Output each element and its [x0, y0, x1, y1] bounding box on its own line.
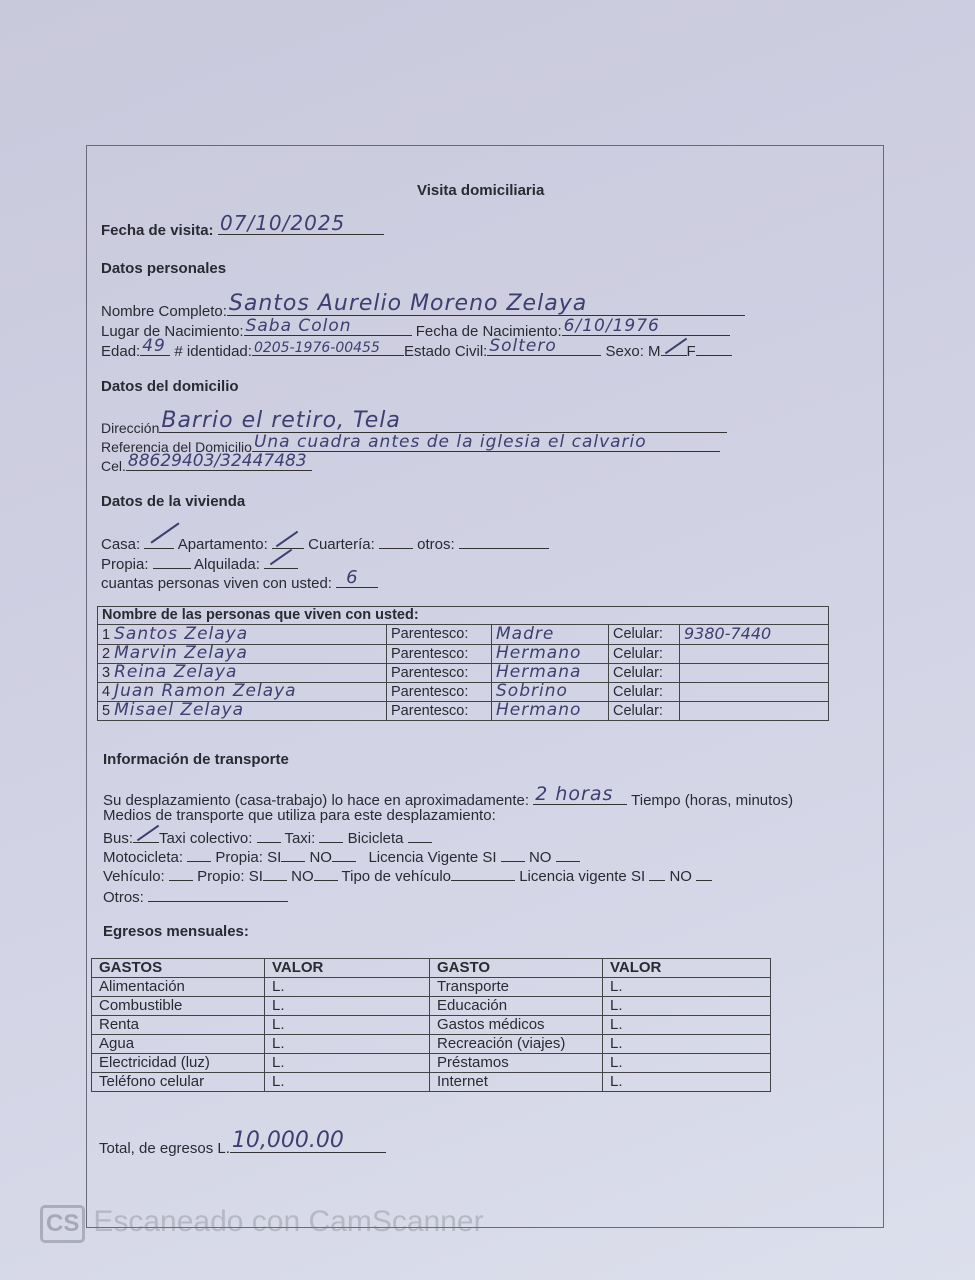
member-name: Reina Zelaya — [114, 662, 238, 682]
expense-row — [92, 1073, 771, 1092]
sex-m-field[interactable] — [661, 339, 687, 356]
moto-no-label: NO — [309, 849, 332, 866]
vehiculo-propio-si-field[interactable] — [263, 864, 287, 881]
checkmark-icon — [276, 531, 298, 548]
member-relation-cell[interactable] — [492, 664, 609, 683]
housing-type-row — [101, 532, 549, 553]
vehiculo-licencia-no-field[interactable] — [696, 864, 712, 881]
birthdate-field[interactable] — [562, 316, 730, 336]
member-row — [98, 664, 829, 683]
header-gastos: GASTOS — [92, 959, 265, 978]
expense-left-label: Combustible — [92, 997, 265, 1016]
member-relation: Sobrino — [496, 681, 568, 701]
taxi-field[interactable] — [319, 826, 343, 843]
expense-row — [92, 1016, 771, 1035]
expense-right-value[interactable]: L. — [603, 1016, 771, 1035]
member-phone-cell[interactable] — [680, 625, 829, 645]
casa-field[interactable] — [144, 532, 174, 549]
phone-row — [101, 451, 312, 475]
relation-label: Parentesco: — [387, 702, 492, 721]
member-relation-cell[interactable] — [492, 625, 609, 645]
birth-row — [101, 316, 730, 340]
commute-label: Su desplazamiento (casa-trabajo) lo hace en aproximadamente: — [103, 792, 530, 809]
bus-row — [103, 826, 432, 847]
alquilada-field[interactable] — [264, 552, 298, 569]
otros-transport-field[interactable] — [148, 885, 288, 902]
relation-label: Parentesco: — [387, 645, 492, 664]
expense-left-value[interactable]: L. — [265, 1035, 430, 1054]
reference-field[interactable] — [252, 432, 720, 452]
checkmark-icon — [270, 549, 292, 566]
birthplace-field[interactable] — [244, 316, 412, 336]
persons-row — [101, 567, 378, 592]
expense-right-label: Recreación (viajes) — [430, 1035, 603, 1054]
visit-date-field[interactable] — [218, 211, 384, 235]
civil-status-value: Soltero — [489, 336, 557, 356]
propia-field[interactable] — [153, 552, 191, 569]
otros-transport-row — [103, 885, 288, 906]
expense-left-value[interactable]: L. — [265, 1016, 430, 1035]
relation-label: Parentesco: — [387, 664, 492, 683]
persons-field[interactable] — [336, 567, 378, 588]
checkmark-icon — [664, 338, 686, 355]
commute-unit: Tiempo (horas, minutos) — [631, 792, 794, 809]
reference-value: Una cuadra antes de la iglesia el calvario — [253, 432, 647, 452]
member-relation-cell[interactable] — [492, 645, 609, 664]
full-name-value: Santos Aurelio Moreno Zelaya — [228, 291, 588, 316]
member-row — [98, 645, 829, 664]
section-housing: Datos de la vivienda — [101, 493, 246, 510]
visit-date-row — [101, 211, 384, 240]
commute-field[interactable] — [533, 783, 627, 805]
persons-label: cuantas personas viven con usted: — [101, 575, 332, 592]
total-label: Total, de egresos L. — [99, 1140, 230, 1157]
expense-right-value[interactable]: L. — [603, 997, 771, 1016]
id-label: # identidad: — [174, 343, 252, 360]
moto-propia-si-field[interactable] — [281, 845, 305, 862]
expense-left-label: Electricidad (luz) — [92, 1054, 265, 1073]
sex-f-label: F — [686, 343, 696, 360]
member-name: Misael Zelaya — [114, 700, 245, 720]
moto-licencia-no-field[interactable] — [556, 845, 580, 862]
member-num: 1 — [102, 626, 111, 643]
members-header: Nombre de las personas que viven con usted: — [98, 607, 829, 625]
phone-label: Celular: — [609, 664, 680, 683]
vehiculo-field[interactable] — [169, 864, 193, 881]
watermark-text: Escaneado con CamScanner — [93, 1205, 484, 1238]
form-title: Visita domiciliaria — [417, 182, 545, 199]
member-name-cell[interactable] — [98, 664, 387, 683]
expense-row — [92, 1035, 771, 1054]
member-name: Santos Zelaya — [114, 623, 249, 644]
section-domicile: Datos del domicilio — [101, 378, 239, 395]
member-phone-cell[interactable] — [680, 645, 829, 664]
vehiculo-propio-label: Propio: SI — [197, 868, 263, 885]
bus-field[interactable] — [133, 826, 159, 843]
full-name-field[interactable] — [227, 291, 745, 316]
expense-left-label: Agua — [92, 1035, 265, 1054]
vehiculo-licencia-si-field[interactable] — [649, 864, 665, 881]
sex-label: Sexo: — [605, 343, 644, 360]
tipo-vehiculo-field[interactable] — [451, 864, 515, 881]
header-gasto: GASTO — [430, 959, 603, 978]
taxi-colectivo-field[interactable] — [257, 826, 281, 843]
expense-left-value[interactable]: L. — [265, 997, 430, 1016]
member-phone-cell[interactable] — [680, 683, 829, 702]
sex-f-field[interactable] — [696, 339, 732, 356]
persons-value: 6 — [346, 567, 359, 588]
member-name-cell[interactable] — [98, 645, 387, 664]
moto-propia-no-field[interactable] — [332, 845, 356, 862]
visit-date-value: 07/10/2025 — [220, 211, 346, 235]
total-field[interactable] — [230, 1128, 386, 1153]
address-label: Dirección — [101, 420, 160, 436]
vehiculo-propio-no-field[interactable] — [314, 864, 338, 881]
tenure-row — [101, 552, 298, 573]
bicicleta-field[interactable] — [408, 826, 432, 843]
otros-transport-label: Otros: — [103, 889, 144, 906]
otros-label: otros: — [417, 536, 455, 553]
birthdate-value: 6/10/1976 — [563, 316, 660, 336]
address-field[interactable] — [159, 408, 727, 433]
expense-right-label: Internet — [430, 1073, 603, 1092]
member-row — [98, 702, 829, 721]
phone-label: Celular: — [609, 702, 680, 721]
expense-right-label: Préstamos — [430, 1054, 603, 1073]
civil-status-field[interactable] — [487, 336, 601, 356]
expense-left-value[interactable]: L. — [265, 1073, 430, 1092]
id-value: 0205-1976-00455 — [253, 340, 380, 356]
bus-label: Bus: — [103, 830, 134, 847]
age-label: Edad: — [101, 343, 141, 360]
member-num: 4 — [102, 684, 111, 700]
moto-licencia-si-field[interactable] — [501, 845, 525, 862]
expense-left-value[interactable]: L. — [265, 978, 430, 997]
relation-label: Parentesco: — [387, 683, 492, 702]
phone-label: Celular: — [609, 683, 680, 702]
checkmark-icon — [151, 522, 180, 543]
commute-value: 2 horas — [535, 783, 614, 805]
phone-label: Cel. — [101, 458, 126, 474]
section-personal: Datos personales — [101, 260, 227, 277]
expenses-table — [91, 958, 771, 1092]
members-table — [97, 606, 829, 721]
cuarteria-field[interactable] — [379, 532, 413, 549]
expense-right-value[interactable]: L. — [603, 978, 771, 997]
member-relation: Madre — [496, 623, 555, 644]
taxi-colectivo-label: Taxi colectivo: — [159, 830, 253, 847]
age-field[interactable] — [140, 336, 170, 356]
birthplace-label: Lugar de Nacimiento: — [101, 323, 244, 340]
birthplace-value: Saba Colon — [245, 316, 352, 336]
visit-date-label: Fecha de visita: — [101, 222, 214, 239]
birthdate-label: Fecha de Nacimiento: — [415, 323, 562, 340]
moto-licencia-label: Licencia Vigente SI — [368, 849, 497, 866]
tipo-vehiculo-label: Tipo de vehículo — [341, 868, 452, 885]
vehiculo-no-label: NO — [291, 868, 314, 885]
vehiculo-label: Vehículo: — [103, 868, 165, 885]
expense-left-value[interactable]: L. — [265, 1054, 430, 1073]
member-phone-cell[interactable] — [680, 702, 829, 721]
phone-value: 88629403/32447483 — [127, 451, 307, 471]
expense-right-value[interactable]: L. — [603, 1073, 771, 1092]
bicicleta-label: Bicicleta — [347, 830, 404, 847]
expense-right-value[interactable]: L. — [603, 1054, 771, 1073]
expense-right-label: Educación — [430, 997, 603, 1016]
sex-m-label: M — [648, 343, 661, 360]
moto-propia-label: Propia: SI — [215, 849, 282, 866]
total-value: 10,000.00 — [231, 1128, 344, 1153]
expense-row — [92, 1054, 771, 1073]
relation-label: Parentesco: — [387, 625, 492, 645]
member-name: Juan Ramon Zelaya — [114, 681, 297, 701]
camscanner-watermark — [40, 1205, 484, 1243]
vehiculo-licencia-no-label: NO — [669, 868, 692, 885]
civil-status-label: Estado Civil: — [403, 343, 488, 360]
member-relation: Hermano — [496, 700, 582, 720]
means-label: Medios de transporte que utiliza para este desplazamiento: — [103, 807, 496, 824]
member-name-cell[interactable] — [98, 683, 387, 702]
cuarteria-label: Cuartería: — [308, 536, 375, 553]
member-phone-cell[interactable] — [680, 664, 829, 683]
propia-label: Propia: — [101, 556, 149, 573]
alquilada-label: Alquilada: — [194, 556, 260, 573]
address-value: Barrio el retiro, Tela — [161, 408, 401, 433]
checkmark-icon — [137, 825, 159, 842]
member-name: Marvin Zelaya — [114, 643, 248, 663]
moto-label: Motocicleta: — [103, 849, 184, 866]
moto-field[interactable] — [187, 845, 211, 862]
member-relation-cell[interactable] — [492, 702, 609, 721]
moto-licencia-no-label: NO — [528, 849, 552, 866]
expense-right-value[interactable]: L. — [603, 1035, 771, 1054]
reference-label: Referencia del Domicilio — [101, 439, 252, 455]
section-expenses: Egresos mensuales: — [103, 923, 249, 940]
member-num: 5 — [102, 703, 111, 719]
header-valor-right: VALOR — [603, 959, 771, 978]
header-valor-left: VALOR — [265, 959, 430, 978]
expense-left-label: Alimentación — [92, 978, 265, 997]
member-relation-cell[interactable] — [492, 683, 609, 702]
member-name-cell[interactable] — [98, 702, 387, 721]
vehicle-row — [103, 864, 712, 885]
id-field[interactable] — [252, 339, 404, 356]
otros-field[interactable] — [459, 532, 549, 549]
total-row — [99, 1128, 386, 1157]
expense-left-label: Renta — [92, 1016, 265, 1035]
expense-left-label: Teléfono celular — [92, 1073, 265, 1092]
phone-label: Celular: — [609, 645, 680, 664]
taxi-label: Taxi: — [284, 830, 316, 847]
expense-right-label: Gastos médicos — [430, 1016, 603, 1035]
moto-row — [103, 845, 580, 866]
member-name-cell[interactable] — [98, 625, 387, 645]
expenses-header-row — [92, 959, 771, 978]
casa-label: Casa: — [101, 536, 141, 553]
member-relation: Hermano — [496, 643, 582, 663]
full-name-label: Nombre Completo: — [101, 303, 227, 320]
commute-row — [103, 783, 794, 809]
camscanner-logo-icon: CS — [40, 1205, 85, 1243]
member-phone: 9380-7440 — [684, 624, 772, 643]
id-row — [101, 336, 732, 360]
vehiculo-licencia-label: Licencia vigente SI — [519, 868, 646, 885]
member-num: 3 — [102, 665, 111, 681]
expense-right-label: Transporte — [430, 978, 603, 997]
form-sheet — [86, 145, 884, 1228]
member-num: 2 — [102, 646, 111, 662]
member-row — [98, 625, 829, 645]
expense-row — [92, 997, 771, 1016]
apartamento-label: Apartamento: — [177, 536, 268, 553]
apartamento-field[interactable] — [272, 532, 304, 549]
expense-row — [92, 978, 771, 997]
member-relation: Hermana — [496, 662, 582, 682]
age-value: 49 — [142, 336, 166, 356]
phone-field[interactable] — [126, 451, 312, 471]
member-row — [98, 683, 829, 702]
phone-label: Celular: — [609, 625, 680, 645]
section-transport: Información de transporte — [103, 751, 289, 768]
